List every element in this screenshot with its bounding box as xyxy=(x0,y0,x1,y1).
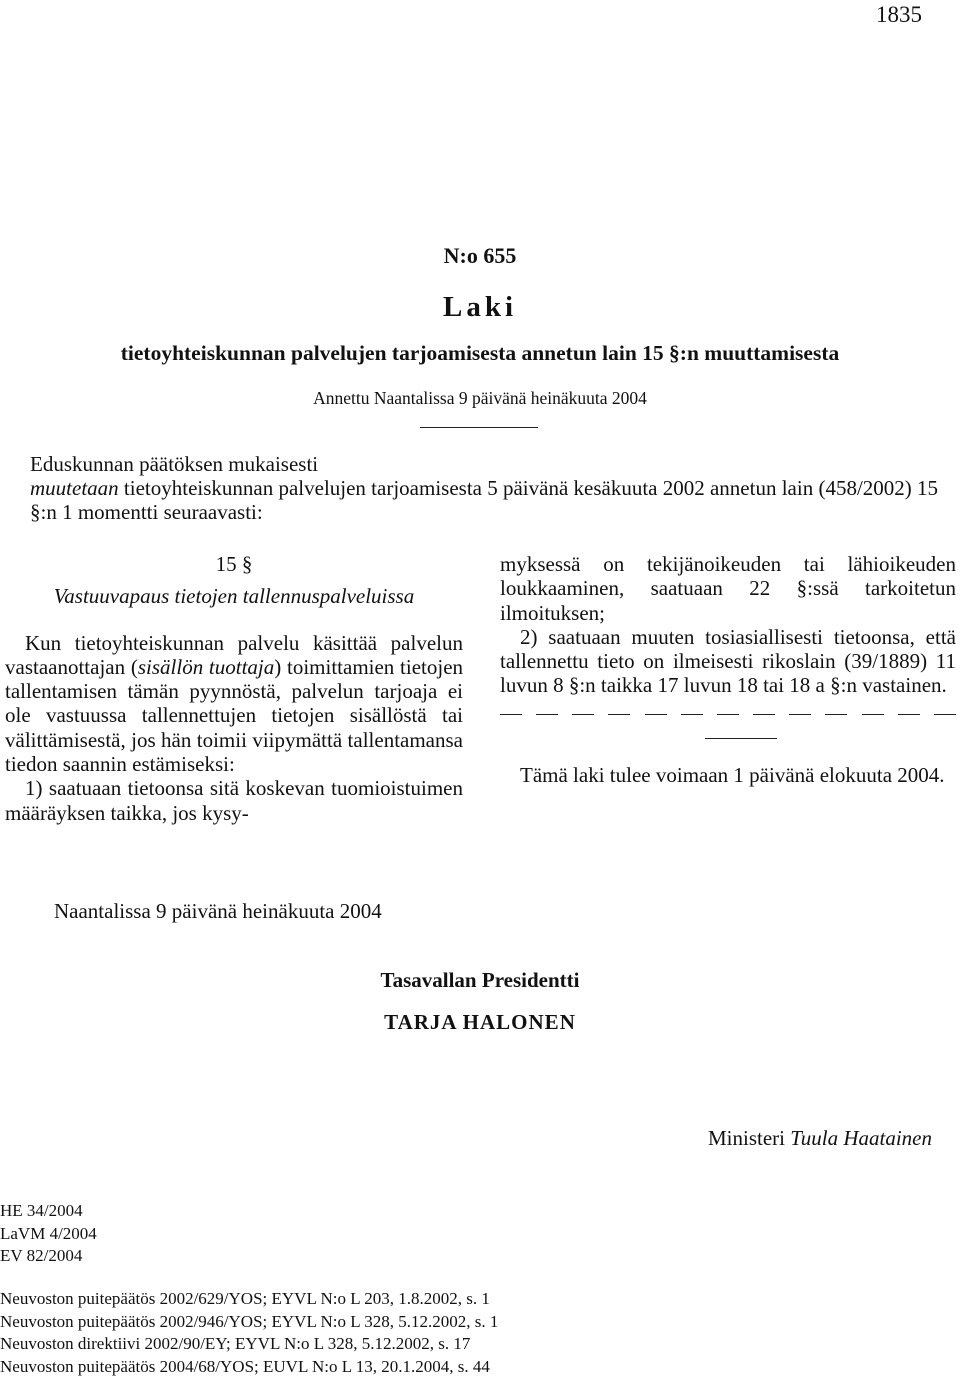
statute-number: N:o 655 xyxy=(0,243,960,269)
item-2: 2) saatuaan muuten tosiasiallisesti tietoonsa, että tallennettu tieto on ilmeisesti rikoslain (39/1889) 11 luvun 8 §:n taikka 17 luvun 18 tai 18 a §:n vastainen. xyxy=(500,625,956,698)
paragraph-text-end: ) toimittamien tietojen tallentamisen tämän pyynnöstä, palvelun tarjoaja ei ole vastuussa tallennettujen tietojen sisällöstä tai välittämisestä, jos hän toimii viipymättä tallentamansa tiedon saannin estämiseksi: xyxy=(5,655,463,776)
right-column xyxy=(500,552,956,787)
amend-word: muutetaan xyxy=(30,476,119,500)
given-date-line: Annettu Naantalissa 9 päivänä heinäkuuta 2004 xyxy=(240,388,720,409)
dashed-omission-line xyxy=(500,706,956,720)
minister-name: Tuula Haatainen xyxy=(790,1126,932,1150)
preamble xyxy=(30,452,958,524)
left-column xyxy=(5,552,463,825)
paragraph-text-start: Kun tietoyhteiskunnan palvelu käsittää palvelun vastaanottajan ( xyxy=(5,631,463,679)
eu-act-references xyxy=(0,1288,498,1378)
header-divider xyxy=(420,427,538,428)
eu-act-item: Neuvoston puitepäätös 2002/629/YOS; EYVL N:o L 203, 1.8.2002, s. 1 xyxy=(0,1288,498,1311)
signature-place-date: Naantalissa 9 päivänä heinäkuuta 2004 xyxy=(54,899,382,924)
minister-title: Ministeri xyxy=(708,1126,785,1150)
doc-title: tietoyhteiskunnan palvelujen tarjoamisesta annetun lain 15 §:n muuttamisesta xyxy=(0,341,960,366)
eu-act-item: Neuvoston puitepäätös 2002/946/YOS; EYVL N:o L 328, 5.12.2002, s. 1 xyxy=(0,1311,498,1334)
legislative-references xyxy=(0,1200,97,1268)
eu-act-item: Neuvoston puitepäätös 2004/68/YOS; EUVL N:o L 13, 20.1.2004, s. 44 xyxy=(0,1356,498,1378)
entry-into-force: Tämä laki tulee voimaan 1 päivänä elokuuta 2004. xyxy=(500,763,956,787)
section-divider xyxy=(705,738,777,763)
item-1-continued: myksessä on tekijänoikeuden tai lähioikeuden loukkaaminen, saatuaan 22 §:ssä tarkoitetun ilmoituksen; xyxy=(500,552,956,625)
eu-act-item: Neuvoston direktiivi 2002/90/EY; EYVL N:o L 328, 5.12.2002, s. 17 xyxy=(0,1333,498,1356)
president-title: Tasavallan Presidentti xyxy=(0,968,960,993)
president-name: TARJA HALONEN xyxy=(0,1010,960,1035)
amendment-text: tietoyhteiskunnan palvelujen tarjoamisesta 5 päivänä kesäkuuta 2002 annetun lain (458/2002) 15 §:n 1 momentti seuraavasti: xyxy=(30,476,938,524)
reference-item: LaVM 4/2004 xyxy=(0,1223,97,1246)
minister-signature xyxy=(708,1126,932,1151)
doc-type-heading: Laki xyxy=(0,291,960,324)
section-paragraph xyxy=(5,631,463,777)
item-1-start: 1) saatuaan tietoonsa sitä koskevan tuomioistuimen määräyksen taikka, jos kysy- xyxy=(5,776,463,825)
reference-item: HE 34/2004 xyxy=(0,1200,97,1223)
page-number: 1835 xyxy=(876,2,922,28)
preamble-line-1: Eduskunnan päätöksen mukaisesti xyxy=(30,452,958,476)
preamble-amendment xyxy=(30,476,958,524)
reference-item: EV 82/2004 xyxy=(0,1245,97,1268)
section-title: Vastuuvapaus tietojen tallennuspalveluissa xyxy=(5,584,463,608)
paragraph-italic-term: sisällön tuottaja xyxy=(138,655,274,679)
section-number: 15 § xyxy=(5,552,463,576)
